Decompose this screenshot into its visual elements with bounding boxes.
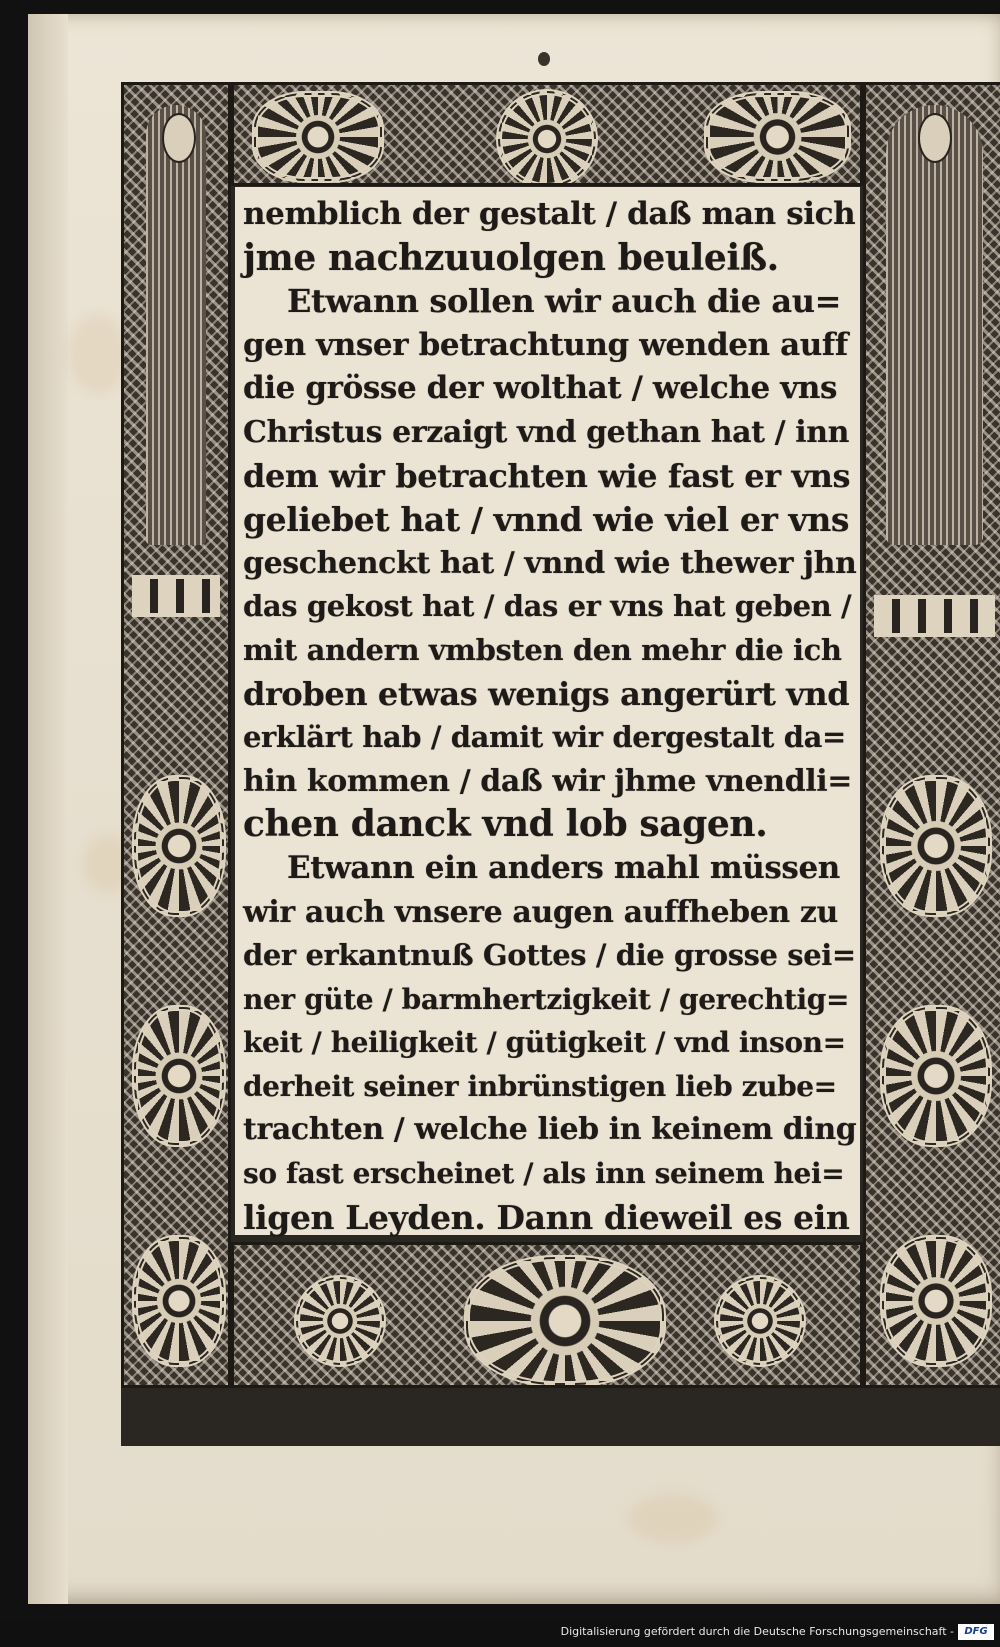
text-line: nemblich der gestalt / daß man sich xyxy=(243,196,856,232)
text-line: erklärt hab / damit wir dergestalt da= xyxy=(243,720,846,755)
rosette-ornament xyxy=(132,1005,226,1147)
digitization-credit: Digitalisierung gefördert durch die Deutsche Forschungsgemeinschaft - xyxy=(560,1625,954,1638)
text-line: Etwann ein anders mahl müssen xyxy=(287,849,840,886)
page-gutter xyxy=(28,14,68,1604)
pillar-ring xyxy=(874,595,995,637)
text-line: so fast erscheinet / als inn seinem hei= xyxy=(243,1157,845,1191)
paper-stain xyxy=(628,1494,718,1544)
text-line: ligen Leyden. Dann dieweil es ein xyxy=(243,1197,850,1237)
text-line: keit / heiligkeit / gütigkeit / vnd inson= xyxy=(243,1026,846,1060)
text-line: mit andern vmbsten den mehr die ich xyxy=(243,632,842,667)
text-line: hin kommen / daß wir jhme vnendli= xyxy=(243,763,853,799)
text-line: Etwann sollen wir auch die au= xyxy=(287,282,842,321)
text-line: das gekost hat / das er vns hat geben / xyxy=(243,589,852,624)
border-right-column xyxy=(863,82,1000,1388)
text-line: droben etwas wenigs angerürt vnd xyxy=(243,674,850,713)
border-top-band xyxy=(231,82,863,186)
rosette-ornament xyxy=(714,1275,806,1367)
page-text xyxy=(235,187,860,1235)
border-left-column xyxy=(121,82,231,1388)
saint-head-left xyxy=(162,113,196,163)
rosette-ornament xyxy=(132,1235,226,1367)
rosette-ornament xyxy=(252,91,384,183)
rosette-ornament xyxy=(880,1005,992,1147)
page-dot xyxy=(538,52,550,66)
pillar-ring xyxy=(132,575,220,617)
text-line: geschenckt hat / vnnd wie thewer jhn xyxy=(243,545,857,581)
saint-head-right xyxy=(918,113,952,163)
saint-figure-left xyxy=(146,105,206,545)
rosette-ornament xyxy=(704,91,851,183)
border-bottom-band xyxy=(231,1242,863,1388)
text-line: gen vnser betrachtung wenden auff xyxy=(243,326,848,363)
text-line: wir auch vnsere augen auffheben zu xyxy=(243,894,838,930)
text-line: Christus erzaigt vnd gethan hat / inn xyxy=(243,414,850,450)
paper-stain xyxy=(68,314,128,394)
text-line: der erkantnuß Gottes / die grosse sei= xyxy=(243,938,856,973)
text-line: trachten / welche lieb in keinem ding xyxy=(243,1112,857,1148)
text-line: derheit seiner inbrünstigen lieb zube= xyxy=(243,1069,837,1103)
dfg-logo: DFG xyxy=(958,1624,994,1640)
text-line: jme nachzuuolgen beuleiß. xyxy=(243,236,779,279)
rosette-ornament xyxy=(464,1255,666,1387)
text-line: die grösse der wolthat / welche vns xyxy=(243,370,838,407)
rosette-ornament xyxy=(880,1235,992,1367)
text-line: chen danck vnd lob sagen. xyxy=(243,803,768,846)
rosette-ornament xyxy=(132,775,226,917)
rosette-ornament xyxy=(294,1275,386,1367)
rosette-ornament xyxy=(496,89,598,186)
text-line: geliebet hat / vnnd wie viel er vns xyxy=(243,500,850,540)
text-line: dem wir betrachten wie fast er vns xyxy=(243,456,851,495)
rosette-ornament xyxy=(880,775,992,917)
saint-figure-right xyxy=(886,105,983,545)
text-line: ner güte / barmhertzigkeit / gerechtig= xyxy=(243,982,850,1016)
